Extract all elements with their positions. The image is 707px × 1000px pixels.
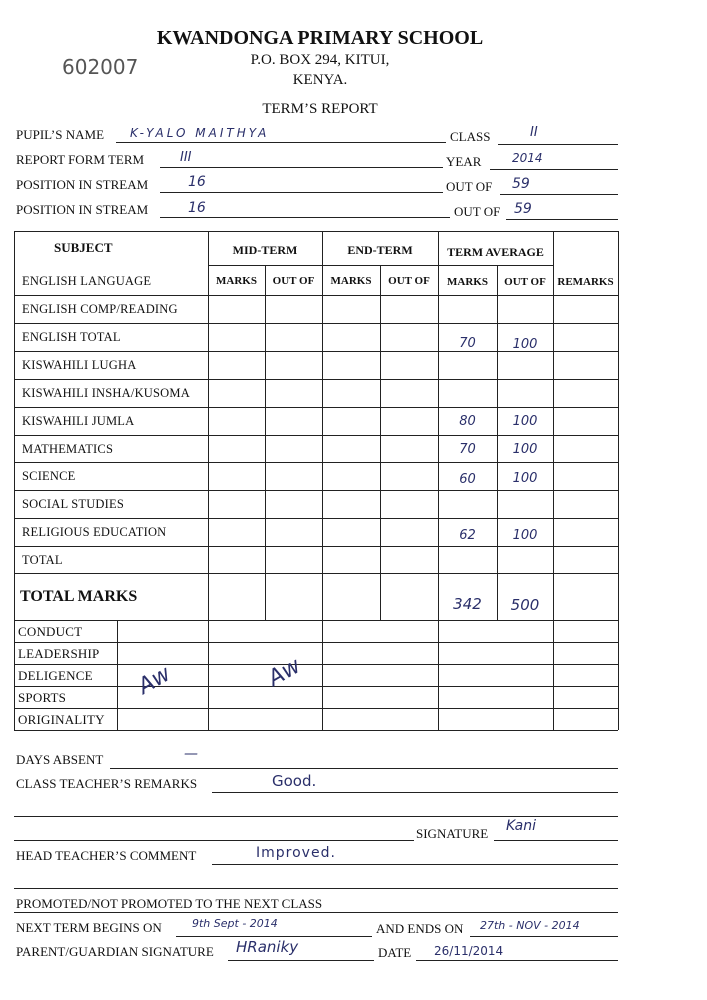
position-value-1: 16 — [188, 174, 206, 190]
end-marks-header: MARKS — [330, 275, 372, 287]
term-average-header: TERM AVERAGE — [447, 245, 544, 259]
avg-mark-kiswahili-jumla: 80 — [459, 414, 476, 429]
total-marks-outof: 500 — [510, 596, 540, 614]
year-label: YEAR — [446, 154, 482, 169]
subject-row-label: KISWAHILI LUGHA — [22, 358, 137, 372]
conduct-label: CONDUCT — [18, 624, 83, 639]
subject-row-label: RELIGIOUS EDUCATION — [22, 525, 167, 539]
conduct-handwriting-2: Aw — [263, 653, 306, 692]
subject-row-label: ENGLISH LANGUAGE — [22, 274, 152, 288]
subject-row-label: ENGLISH COMP/READING — [22, 302, 178, 316]
head-teacher-value: Improved. — [256, 845, 336, 861]
position-value-2: 16 — [188, 200, 206, 216]
promoted-label: PROMOTED/NOT PROMOTED TO THE NEXT CLASS — [16, 896, 323, 911]
total-marks-label: TOTAL MARKS — [20, 588, 138, 605]
date-value: 26/11/2014 — [434, 944, 504, 958]
position-label-1: POSITION IN STREAM — [16, 177, 149, 192]
avg-outof-kiswahili-jumla: 100 — [512, 414, 538, 429]
outof-label-2: OUT OF — [454, 204, 501, 219]
signature-label: SIGNATURE — [416, 826, 489, 841]
term-value: III — [180, 150, 192, 165]
deligence-label: DELIGENCE — [18, 668, 93, 683]
class-teacher-value: Good. — [272, 772, 317, 790]
year-value: 2014 — [512, 151, 543, 165]
days-absent-label: DAYS ABSENT — [16, 752, 104, 767]
subject-header: SUBJECT — [54, 240, 113, 255]
avg-outof-religious-education: 100 — [512, 528, 538, 543]
remarks-header: REMARKS — [557, 276, 614, 288]
date-label: DATE — [378, 945, 412, 960]
outof-value-1: 59 — [512, 176, 530, 192]
avg-marks-header: MARKS — [447, 276, 488, 288]
end-term-header: END-TERM — [347, 243, 413, 257]
avg-mark-mathematics: 70 — [459, 442, 476, 457]
address-line-1: P.O. BOX 294, KITUI, — [250, 52, 390, 68]
mid-marks-header: MARKS — [216, 275, 257, 287]
subject-row-label: KISWAHILI JUMLA — [22, 414, 135, 428]
address-line-2: KENYA. — [292, 72, 348, 88]
pupil-name-label: PUPIL’S NAME — [16, 127, 105, 142]
avg-mark-religious-education: 62 — [459, 528, 476, 543]
days-absent-value: — — [184, 746, 198, 762]
parent-signature-label: PARENT/GUARDIAN SIGNATURE — [16, 944, 214, 959]
subject-row-label: SOCIAL STUDIES — [22, 497, 124, 511]
avg-mark-english-total: 70 — [459, 336, 476, 351]
parent-signature-value: HRaniky — [236, 938, 299, 956]
handwritten-code: 602007 — [62, 55, 139, 79]
subject-row-label: TOTAL — [22, 553, 63, 567]
subject-row-label: MATHEMATICS — [22, 442, 114, 456]
pupil-name-value: K-YALO MAITHYA — [130, 126, 270, 140]
mid-outof-header: OUT OF — [272, 275, 315, 287]
avg-outof-science: 100 — [512, 471, 538, 486]
avg-outof-mathematics: 100 — [512, 442, 538, 457]
position-label-2: POSITION IN STREAM — [16, 202, 149, 217]
head-teacher-label: HEAD TEACHER’S COMMENT — [16, 848, 197, 863]
ends-on-label: AND ENDS ON — [376, 921, 464, 936]
end-outof-header: OUT OF — [388, 275, 430, 287]
mid-term-header: MID-TERM — [232, 243, 298, 257]
class-value: II — [530, 125, 538, 140]
sports-label: SPORTS — [18, 690, 67, 705]
ends-on-value: 27th - NOV - 2014 — [480, 919, 580, 932]
leadership-label: LEADERSHIP — [18, 646, 100, 661]
conduct-handwriting-1: Aw — [133, 661, 176, 700]
outof-value-2: 59 — [514, 201, 532, 217]
avg-outof-header: OUT OF — [504, 276, 546, 288]
school-name: KWANDONGA PRIMARY SCHOOL — [156, 27, 484, 49]
report-title: TERM’S REPORT — [262, 101, 378, 117]
class-teacher-label: CLASS TEACHER’S REMARKS — [16, 776, 198, 791]
subject-row-label: ENGLISH TOTAL — [22, 330, 121, 344]
next-term-label: NEXT TERM BEGINS ON — [16, 920, 162, 935]
subject-row-label: SCIENCE — [22, 469, 76, 483]
originality-label: ORIGINALITY — [18, 712, 105, 727]
signature-value: Kani — [506, 818, 537, 834]
avg-outof-english-total: 100 — [512, 337, 538, 352]
term-label: REPORT FORM TERM — [16, 152, 145, 167]
outof-label-1: OUT OF — [446, 179, 493, 194]
next-term-value: 9th Sept - 2014 — [192, 917, 278, 930]
avg-mark-science: 60 — [459, 472, 476, 487]
subject-row-label: KISWAHILI INSHA/KUSOMA — [22, 386, 190, 400]
total-marks-value: 342 — [453, 595, 482, 613]
class-label: CLASS — [450, 129, 491, 144]
